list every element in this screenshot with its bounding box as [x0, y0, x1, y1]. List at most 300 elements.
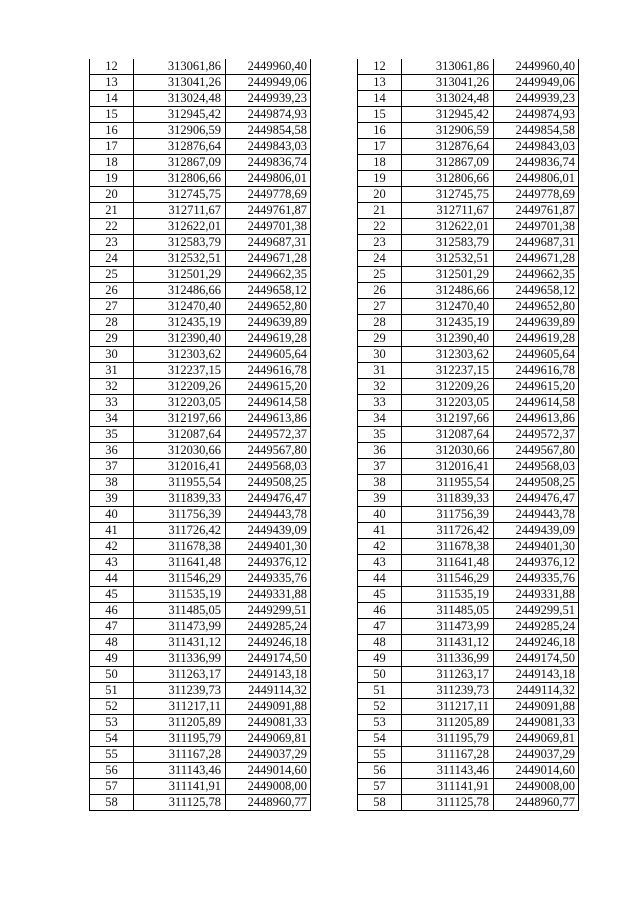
point-number-cell: 44 — [90, 571, 134, 587]
y-coordinate-cell: 2449567,80 — [494, 443, 579, 459]
table-row — [90, 667, 311, 683]
table-row — [358, 331, 579, 347]
table-row — [90, 603, 311, 619]
table-row — [358, 267, 579, 283]
table-row — [90, 555, 311, 571]
point-number-cell: 27 — [90, 299, 134, 315]
table-row — [358, 379, 579, 395]
x-coordinate-cell: 312906,59 — [134, 123, 226, 139]
point-number-cell: 29 — [90, 331, 134, 347]
y-coordinate-cell: 2449701,38 — [494, 219, 579, 235]
table-row — [90, 139, 311, 155]
table-body — [90, 59, 311, 811]
point-number-cell: 28 — [90, 315, 134, 331]
x-coordinate-cell: 311546,29 — [134, 571, 226, 587]
y-coordinate-cell: 2449639,89 — [226, 315, 311, 331]
point-number-cell: 17 — [90, 139, 134, 155]
y-coordinate-cell: 2449299,51 — [494, 603, 579, 619]
y-coordinate-cell: 2449662,35 — [226, 267, 311, 283]
y-coordinate-cell: 2449843,03 — [226, 139, 311, 155]
table-row — [358, 635, 579, 651]
table-row — [358, 747, 579, 763]
y-coordinate-cell: 2449331,88 — [226, 587, 311, 603]
y-coordinate-cell: 2449376,12 — [226, 555, 311, 571]
point-number-cell: 34 — [90, 411, 134, 427]
y-coordinate-cell: 2449476,47 — [226, 491, 311, 507]
x-coordinate-cell: 311263,17 — [134, 667, 226, 683]
point-number-cell: 43 — [90, 555, 134, 571]
y-coordinate-cell: 2449843,03 — [494, 139, 579, 155]
point-number-cell: 56 — [90, 763, 134, 779]
table-row — [358, 539, 579, 555]
point-number-cell: 12 — [90, 59, 134, 75]
y-coordinate-cell: 2449836,74 — [494, 155, 579, 171]
y-coordinate-cell: 2449778,69 — [226, 187, 311, 203]
y-coordinate-cell: 2449037,29 — [226, 747, 311, 763]
point-number-cell: 34 — [358, 411, 402, 427]
table-row — [358, 363, 579, 379]
x-coordinate-cell: 312303,62 — [402, 347, 494, 363]
y-coordinate-cell: 2449854,58 — [226, 123, 311, 139]
x-coordinate-cell: 313041,26 — [134, 75, 226, 91]
table-row — [90, 763, 311, 779]
x-coordinate-cell: 312470,40 — [134, 299, 226, 315]
x-coordinate-cell: 312711,67 — [134, 203, 226, 219]
y-coordinate-cell: 2449443,78 — [494, 507, 579, 523]
table-row — [90, 363, 311, 379]
table-row — [358, 779, 579, 795]
coordinates-table-left — [89, 59, 311, 811]
y-coordinate-cell: 2449671,28 — [494, 251, 579, 267]
table-row — [90, 539, 311, 555]
x-coordinate-cell: 312237,15 — [402, 363, 494, 379]
table-row — [90, 507, 311, 523]
point-number-cell: 15 — [358, 107, 402, 123]
y-coordinate-cell: 2449614,58 — [226, 395, 311, 411]
x-coordinate-cell: 311336,99 — [402, 651, 494, 667]
point-number-cell: 57 — [358, 779, 402, 795]
y-coordinate-cell: 2449567,80 — [226, 443, 311, 459]
table-row — [358, 395, 579, 411]
point-number-cell: 58 — [358, 795, 402, 811]
y-coordinate-cell: 2449091,88 — [494, 699, 579, 715]
point-number-cell: 25 — [90, 267, 134, 283]
x-coordinate-cell: 311217,11 — [134, 699, 226, 715]
table-row — [358, 491, 579, 507]
table-row — [358, 75, 579, 91]
y-coordinate-cell: 2449568,03 — [494, 459, 579, 475]
x-coordinate-cell: 312209,26 — [134, 379, 226, 395]
table-row — [90, 779, 311, 795]
y-coordinate-cell: 2449671,28 — [226, 251, 311, 267]
y-coordinate-cell: 2449658,12 — [226, 283, 311, 299]
point-number-cell: 27 — [358, 299, 402, 315]
table-row — [90, 267, 311, 283]
table-row — [358, 299, 579, 315]
point-number-cell: 29 — [358, 331, 402, 347]
x-coordinate-cell: 311125,78 — [134, 795, 226, 811]
point-number-cell: 51 — [90, 683, 134, 699]
x-coordinate-cell: 311239,73 — [134, 683, 226, 699]
x-coordinate-cell: 311167,28 — [134, 747, 226, 763]
y-coordinate-cell: 2449616,78 — [494, 363, 579, 379]
table-row — [90, 251, 311, 267]
y-coordinate-cell: 2449008,00 — [494, 779, 579, 795]
y-coordinate-cell: 2449014,60 — [494, 763, 579, 779]
x-coordinate-cell: 312030,66 — [402, 443, 494, 459]
point-number-cell: 35 — [90, 427, 134, 443]
table-row — [90, 571, 311, 587]
table-row — [90, 235, 311, 251]
table-row — [358, 59, 579, 75]
table-row — [358, 235, 579, 251]
x-coordinate-cell: 312197,66 — [134, 411, 226, 427]
point-number-cell: 26 — [90, 283, 134, 299]
y-coordinate-cell: 2449143,18 — [494, 667, 579, 683]
y-coordinate-cell: 2449960,40 — [226, 59, 311, 75]
x-coordinate-cell: 311955,54 — [402, 475, 494, 491]
x-coordinate-cell: 312876,64 — [402, 139, 494, 155]
x-coordinate-cell: 311473,99 — [134, 619, 226, 635]
x-coordinate-cell: 312711,67 — [402, 203, 494, 219]
y-coordinate-cell: 2449443,78 — [226, 507, 311, 523]
x-coordinate-cell: 311756,39 — [402, 507, 494, 523]
table-row — [90, 635, 311, 651]
x-coordinate-cell: 311143,46 — [134, 763, 226, 779]
x-coordinate-cell: 311535,19 — [134, 587, 226, 603]
y-coordinate-cell: 2449091,88 — [226, 699, 311, 715]
point-number-cell: 48 — [90, 635, 134, 651]
table-row — [358, 731, 579, 747]
table-row — [358, 91, 579, 107]
table-row — [358, 123, 579, 139]
y-coordinate-cell: 2449619,28 — [494, 331, 579, 347]
point-number-cell: 19 — [358, 171, 402, 187]
table-row — [358, 587, 579, 603]
x-coordinate-cell: 311756,39 — [134, 507, 226, 523]
y-coordinate-cell: 2449806,01 — [494, 171, 579, 187]
table-row — [90, 219, 311, 235]
table-row — [358, 571, 579, 587]
y-coordinate-cell: 2449037,29 — [494, 747, 579, 763]
y-coordinate-cell: 2449761,87 — [226, 203, 311, 219]
y-coordinate-cell: 2449605,64 — [494, 347, 579, 363]
point-number-cell: 50 — [90, 667, 134, 683]
point-number-cell: 13 — [358, 75, 402, 91]
x-coordinate-cell: 311641,48 — [134, 555, 226, 571]
y-coordinate-cell: 2449174,50 — [226, 651, 311, 667]
point-number-cell: 39 — [90, 491, 134, 507]
y-coordinate-cell: 2449613,86 — [226, 411, 311, 427]
point-number-cell: 55 — [358, 747, 402, 763]
point-number-cell: 23 — [90, 235, 134, 251]
table-row — [90, 91, 311, 107]
table-row — [90, 715, 311, 731]
point-number-cell: 58 — [90, 795, 134, 811]
y-coordinate-cell: 2449874,93 — [494, 107, 579, 123]
x-coordinate-cell: 311239,73 — [402, 683, 494, 699]
x-coordinate-cell: 313041,26 — [402, 75, 494, 91]
point-number-cell: 12 — [358, 59, 402, 75]
x-coordinate-cell: 311217,11 — [402, 699, 494, 715]
y-coordinate-cell: 2449778,69 — [494, 187, 579, 203]
point-number-cell: 32 — [90, 379, 134, 395]
point-number-cell: 31 — [358, 363, 402, 379]
table-row — [358, 507, 579, 523]
x-coordinate-cell: 311678,38 — [134, 539, 226, 555]
x-coordinate-cell: 312806,66 — [134, 171, 226, 187]
point-number-cell: 18 — [90, 155, 134, 171]
point-number-cell: 30 — [90, 347, 134, 363]
table-row — [90, 315, 311, 331]
point-number-cell: 26 — [358, 283, 402, 299]
x-coordinate-cell: 311546,29 — [402, 571, 494, 587]
point-number-cell: 38 — [358, 475, 402, 491]
x-coordinate-cell: 312435,19 — [134, 315, 226, 331]
x-coordinate-cell: 312622,01 — [134, 219, 226, 235]
table-row — [358, 619, 579, 635]
y-coordinate-cell: 2449874,93 — [226, 107, 311, 123]
y-coordinate-cell: 2449939,23 — [494, 91, 579, 107]
x-coordinate-cell: 312470,40 — [402, 299, 494, 315]
y-coordinate-cell: 2449285,24 — [226, 619, 311, 635]
point-number-cell: 24 — [358, 251, 402, 267]
y-coordinate-cell: 2449616,78 — [226, 363, 311, 379]
y-coordinate-cell: 2449335,76 — [494, 571, 579, 587]
x-coordinate-cell: 311205,89 — [134, 715, 226, 731]
table-row — [90, 651, 311, 667]
x-coordinate-cell: 312087,64 — [134, 427, 226, 443]
y-coordinate-cell: 2449701,38 — [226, 219, 311, 235]
y-coordinate-cell: 2449081,33 — [494, 715, 579, 731]
table-row — [90, 587, 311, 603]
x-coordinate-cell: 311726,42 — [134, 523, 226, 539]
x-coordinate-cell: 312945,42 — [134, 107, 226, 123]
x-coordinate-cell: 313024,48 — [402, 91, 494, 107]
y-coordinate-cell: 2449008,00 — [226, 779, 311, 795]
point-number-cell: 42 — [358, 539, 402, 555]
point-number-cell: 13 — [90, 75, 134, 91]
y-coordinate-cell: 2449114,32 — [226, 683, 311, 699]
point-number-cell: 43 — [358, 555, 402, 571]
point-number-cell: 32 — [358, 379, 402, 395]
y-coordinate-cell: 2449081,33 — [226, 715, 311, 731]
x-coordinate-cell: 311141,91 — [402, 779, 494, 795]
x-coordinate-cell: 312501,29 — [134, 267, 226, 283]
x-coordinate-cell: 312906,59 — [402, 123, 494, 139]
point-number-cell: 38 — [90, 475, 134, 491]
table-row — [358, 139, 579, 155]
y-coordinate-cell: 2449652,80 — [494, 299, 579, 315]
point-number-cell: 46 — [358, 603, 402, 619]
point-number-cell: 21 — [90, 203, 134, 219]
y-coordinate-cell: 2449639,89 — [494, 315, 579, 331]
table-row — [90, 187, 311, 203]
y-coordinate-cell: 2449619,28 — [226, 331, 311, 347]
x-coordinate-cell: 312030,66 — [134, 443, 226, 459]
y-coordinate-cell: 2449476,47 — [494, 491, 579, 507]
x-coordinate-cell: 312867,09 — [402, 155, 494, 171]
table-row — [90, 379, 311, 395]
table-row — [358, 699, 579, 715]
y-coordinate-cell: 2449939,23 — [226, 91, 311, 107]
table-row — [90, 427, 311, 443]
table-row — [358, 603, 579, 619]
table-row — [358, 251, 579, 267]
table-row — [90, 347, 311, 363]
table-row — [358, 411, 579, 427]
y-coordinate-cell: 2449401,30 — [494, 539, 579, 555]
x-coordinate-cell: 312745,75 — [402, 187, 494, 203]
y-coordinate-cell: 2449614,58 — [494, 395, 579, 411]
point-number-cell: 20 — [358, 187, 402, 203]
point-number-cell: 40 — [358, 507, 402, 523]
point-number-cell: 31 — [90, 363, 134, 379]
x-coordinate-cell: 312532,51 — [402, 251, 494, 267]
point-number-cell: 19 — [90, 171, 134, 187]
x-coordinate-cell: 312806,66 — [402, 171, 494, 187]
table-row — [90, 283, 311, 299]
y-coordinate-cell: 2448960,77 — [226, 795, 311, 811]
x-coordinate-cell: 311678,38 — [402, 539, 494, 555]
y-coordinate-cell: 2449335,76 — [226, 571, 311, 587]
x-coordinate-cell: 311535,19 — [402, 587, 494, 603]
point-number-cell: 20 — [90, 187, 134, 203]
table-row — [90, 331, 311, 347]
x-coordinate-cell: 312876,64 — [134, 139, 226, 155]
x-coordinate-cell: 311431,12 — [402, 635, 494, 651]
table-body — [358, 59, 579, 811]
y-coordinate-cell: 2449949,06 — [226, 75, 311, 91]
point-number-cell: 57 — [90, 779, 134, 795]
x-coordinate-cell: 312203,05 — [402, 395, 494, 411]
point-number-cell: 16 — [90, 123, 134, 139]
y-coordinate-cell: 2449662,35 — [494, 267, 579, 283]
table-row — [90, 523, 311, 539]
y-coordinate-cell: 2448960,77 — [494, 795, 579, 811]
y-coordinate-cell: 2449687,31 — [494, 235, 579, 251]
table-row — [358, 443, 579, 459]
point-number-cell: 46 — [90, 603, 134, 619]
y-coordinate-cell: 2449568,03 — [226, 459, 311, 475]
x-coordinate-cell: 311263,17 — [402, 667, 494, 683]
table-row — [358, 523, 579, 539]
table-row — [90, 155, 311, 171]
x-coordinate-cell: 311195,79 — [402, 731, 494, 747]
x-coordinate-cell: 312622,01 — [402, 219, 494, 235]
point-number-cell: 33 — [358, 395, 402, 411]
x-coordinate-cell: 313061,86 — [402, 59, 494, 75]
coordinates-table-right — [357, 59, 579, 811]
x-coordinate-cell: 311485,05 — [402, 603, 494, 619]
x-coordinate-cell: 312945,42 — [402, 107, 494, 123]
table-row — [358, 667, 579, 683]
point-number-cell: 56 — [358, 763, 402, 779]
x-coordinate-cell: 312486,66 — [402, 283, 494, 299]
table-row — [90, 203, 311, 219]
x-coordinate-cell: 312435,19 — [402, 315, 494, 331]
table-row — [90, 699, 311, 715]
y-coordinate-cell: 2449246,18 — [226, 635, 311, 651]
x-coordinate-cell: 311336,99 — [134, 651, 226, 667]
point-number-cell: 37 — [90, 459, 134, 475]
point-number-cell: 22 — [358, 219, 402, 235]
y-coordinate-cell: 2449806,01 — [226, 171, 311, 187]
y-coordinate-cell: 2449439,09 — [494, 523, 579, 539]
x-coordinate-cell: 311473,99 — [402, 619, 494, 635]
point-number-cell: 44 — [358, 571, 402, 587]
point-number-cell: 52 — [358, 699, 402, 715]
point-number-cell: 52 — [90, 699, 134, 715]
y-coordinate-cell: 2449246,18 — [494, 635, 579, 651]
y-coordinate-cell: 2449652,80 — [226, 299, 311, 315]
x-coordinate-cell: 312532,51 — [134, 251, 226, 267]
table-row — [358, 651, 579, 667]
y-coordinate-cell: 2449014,60 — [226, 763, 311, 779]
x-coordinate-cell: 311485,05 — [134, 603, 226, 619]
y-coordinate-cell: 2449960,40 — [494, 59, 579, 75]
table-row — [358, 427, 579, 443]
x-coordinate-cell: 312390,40 — [402, 331, 494, 347]
table-row — [90, 123, 311, 139]
table-row — [90, 731, 311, 747]
point-number-cell: 47 — [358, 619, 402, 635]
point-number-cell: 37 — [358, 459, 402, 475]
x-coordinate-cell: 311205,89 — [402, 715, 494, 731]
x-coordinate-cell: 311839,33 — [134, 491, 226, 507]
table-row — [358, 763, 579, 779]
point-number-cell: 17 — [358, 139, 402, 155]
point-number-cell: 18 — [358, 155, 402, 171]
table-row — [358, 155, 579, 171]
y-coordinate-cell: 2449508,25 — [226, 475, 311, 491]
table-row — [90, 491, 311, 507]
table-row — [90, 395, 311, 411]
point-number-cell: 23 — [358, 235, 402, 251]
y-coordinate-cell: 2449572,37 — [226, 427, 311, 443]
x-coordinate-cell: 312867,09 — [134, 155, 226, 171]
x-coordinate-cell: 312203,05 — [134, 395, 226, 411]
y-coordinate-cell: 2449836,74 — [226, 155, 311, 171]
x-coordinate-cell: 313024,48 — [134, 91, 226, 107]
point-number-cell: 55 — [90, 747, 134, 763]
table-row — [358, 475, 579, 491]
y-coordinate-cell: 2449761,87 — [494, 203, 579, 219]
point-number-cell: 28 — [358, 315, 402, 331]
y-coordinate-cell: 2449114,32 — [494, 683, 579, 699]
point-number-cell: 25 — [358, 267, 402, 283]
y-coordinate-cell: 2449658,12 — [494, 283, 579, 299]
point-number-cell: 40 — [90, 507, 134, 523]
table-row — [358, 107, 579, 123]
point-number-cell: 22 — [90, 219, 134, 235]
x-coordinate-cell: 312237,15 — [134, 363, 226, 379]
x-coordinate-cell: 311143,46 — [402, 763, 494, 779]
point-number-cell: 51 — [358, 683, 402, 699]
point-number-cell: 14 — [358, 91, 402, 107]
y-coordinate-cell: 2449613,86 — [494, 411, 579, 427]
point-number-cell: 30 — [358, 347, 402, 363]
x-coordinate-cell: 312016,41 — [134, 459, 226, 475]
point-number-cell: 48 — [358, 635, 402, 651]
x-coordinate-cell: 311641,48 — [402, 555, 494, 571]
y-coordinate-cell: 2449854,58 — [494, 123, 579, 139]
point-number-cell: 45 — [90, 587, 134, 603]
table-row — [90, 107, 311, 123]
table-row — [90, 683, 311, 699]
point-number-cell: 36 — [90, 443, 134, 459]
x-coordinate-cell: 311726,42 — [402, 523, 494, 539]
